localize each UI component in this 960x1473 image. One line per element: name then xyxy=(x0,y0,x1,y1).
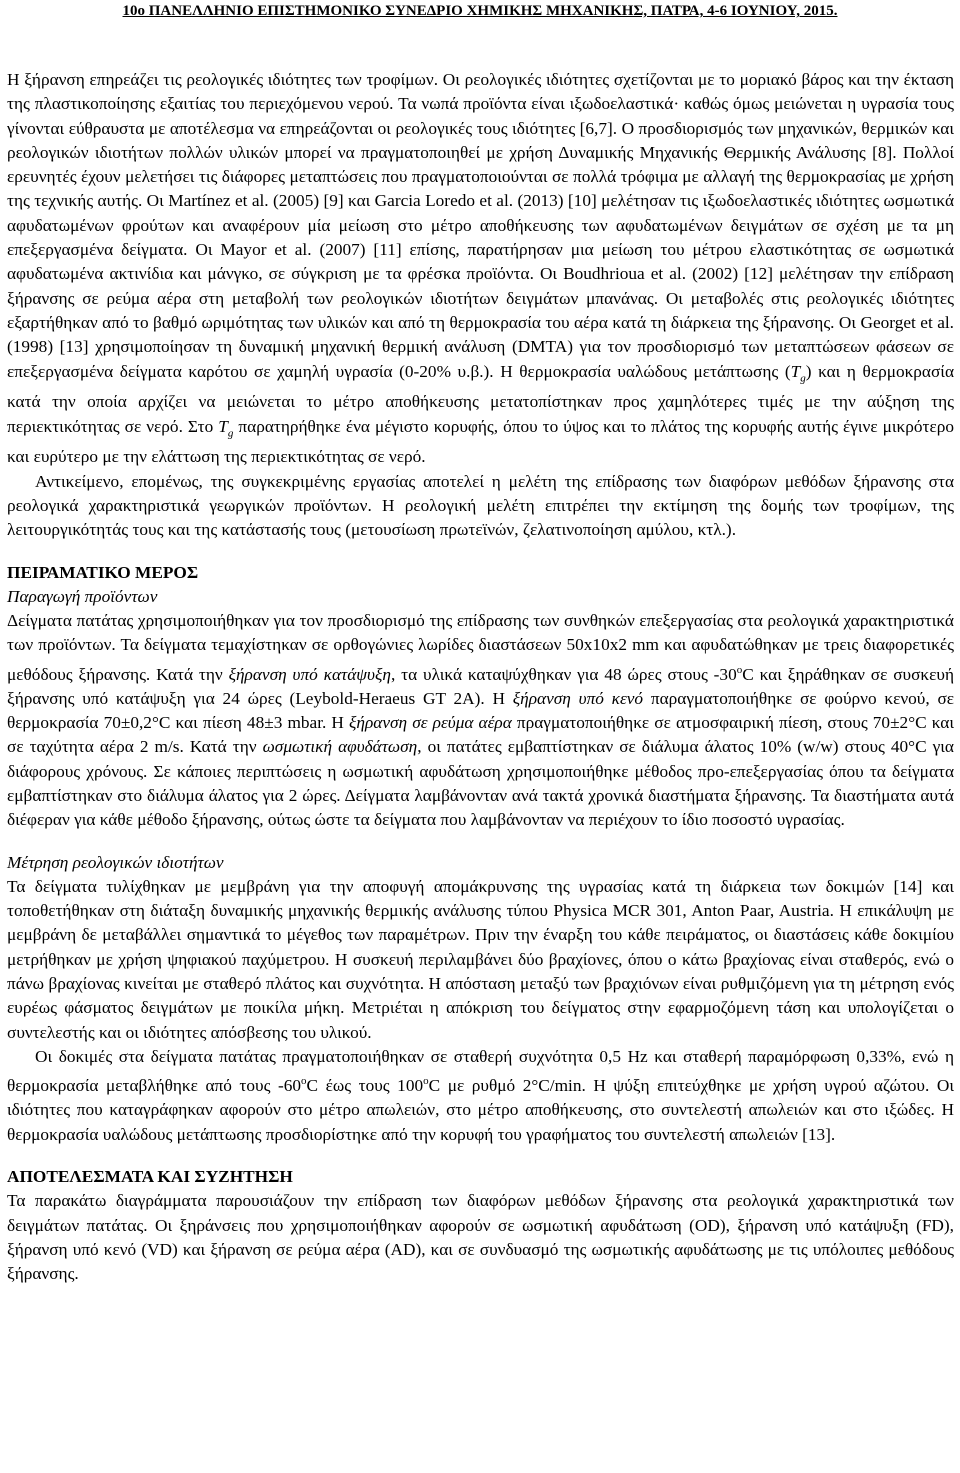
conference-header: 10ο ΠΑΝΕΛΛΗΝΙΟ ΕΠΙΣΤΗΜΟΝΙΚΟ ΣΥΝΕΔΡΙΟ ΧΗΜΙΚΗΣ ΜΗΧΑΝΙΚΗΣ, ΠΑΤΡΑ, 4-6 ΙΟΥΝΙΟΥ, 2015. xyxy=(122,3,838,19)
text-run: , τα υλικά καταψύχθηκαν για 48 ώρες στους -30 xyxy=(390,664,737,684)
text-run: , οι πατάτες εμβαπτίστηκαν σε διάλυμα άλατος 10% (w/w) στους 40°C για διάφορους χρόνους. Σε κάποιες περιπτώσεις η ωσμωτική αφυδάτωση χρησιμοποιήθηκε μέθοδος προ-επεξεργασίας όπου τα δείγματα εμβαπτίστηκαν στο διάλυμα άλατος για 2 ώρες. Δείγματα λαμβάνονταν ανά τακτά χρονικά διαστήματα ξήρανσης. Τα διαστήματα αυτά διέφεραν για κάθε μέθοδο ξήρανσης, ούτως ώστε τα δείγματα που λαμβάνονταν να περιέχουν το ίδιο ποσοστό υγρασίας. xyxy=(7,737,954,830)
italic-term: ξήρανση σε ρεύμα αέρα xyxy=(349,713,512,733)
text-run: Οι δοκιμές στα δείγματα πατάτας πραγματοποιήθηκαν σε σταθερή συχνότητα 0,5 Hz και σταθερή παραμόρφωση 0,33%, ενώ η θερμοκρασία μεταβλήθηκε από τους -60 xyxy=(7,1046,954,1096)
page-body xyxy=(7,68,954,1286)
rheology-paragraph-1: Τα δείγματα τυλίχθηκαν με μεμβράνη για την αποφυγή απομάκρυνσης της υγρασίας κατά τη διάρκεια των δοκιμών [14] και τοποθετήθηκαν στη διάταξη δυναμικής μηχανικής θερμικής ανάλυσης τύπου Physica MCR 301, Anton Paar, Austria. Η επικάλυψη με μεμβράνη δε μεταβάλλει σημαντικά το μέγεθος των παραμέτρων. Πριν την έναρξη του κάθε πειράματος, οι διαστάσεις κάθε δοκιμίου μετρήθηκαν με χρήση ψηφιακού παχύμετρου. Η συσκευή περιλαμβάνει δύο βραχίονες, όπου ο κάτω βραχίονας είναι σταθερός, ενώ ο πάνω βραχίονας κινείται με σταθερό πλάτος και συχνότητα. Η απόσταση μεταξύ των βραχιόνων είναι ρυθμιζόμενη για τη μέτρηση ενός ευρέως φάσματος δειγμάτων με ποικίλα μήκη. Μετριέται η απόκριση του δείγματος στην εφαρμοζόμενη τάση και υπολογίζεται ο συντελεστής και οι ιδιότητες απόσβεσης του υλικού. xyxy=(7,876,954,1042)
intro-paragraph-2: Αντικείμενο, επομένως, της συγκεκριμένης εργασίας αποτελεί η μελέτη της επίδρασης των διαφόρων μεθόδων ξήρανσης στα ρεολογικά χαρακτηριστικά γεωργικών προϊόντων. Η ρεολογική μελέτη επιτρέπει την εκτίμηση της δομής των τροφίμων, της λειτουργικότητάς τους και της κατάστασής τους (μετουσίωση πρωτεϊνών, ζελατινοποίηση αμύλου, κτλ.). xyxy=(7,471,954,540)
subsection-heading-production: Παραγωγή προϊόντων xyxy=(7,586,158,606)
subsection-heading-rheology: Μέτρηση ρεολογικών ιδιοτήτων xyxy=(7,852,224,872)
section-heading-results: ΑΠΟΤΕΛΕΣΜΑΤΑ ΚΑΙ ΣΥΖΗΤΗΣΗ xyxy=(7,1166,293,1186)
tg-symbol: T xyxy=(790,361,801,381)
text-run: Δείγματα πατάτας χρησιμοποιήθηκαν για τον προσδιορισμό της επίδρασης των συνθηκών επεξεργασίας στα ρεολογικά χαρακτηριστικά των προϊόντων. Τα δείγματα τεμαχίστηκαν σε ορθογώνιες λωρίδες διαστάσεων 50x10x2 mm και αφυδατώθηκαν με τρεις διαφορετικές μεθόδους ξήρανσης. Κατά την xyxy=(7,611,954,684)
rheology-paragraph-2 xyxy=(7,1045,954,1147)
degree-superscript: ο xyxy=(301,1075,307,1088)
text-run: παρατηρήθηκε ένα μέγιστο κορυφής, όπου το ύψος και το πλάτος της κορυφής αυτής έγινε μικρότερο και ευρύτερο με την ελάττωση της περιεκτικότητας σε νερό. xyxy=(7,416,954,467)
spacer xyxy=(7,833,954,851)
tg-subscript: g xyxy=(800,372,806,385)
text-run: C με ρυθμό 2°C/min. Η ψύξη επιτεύχθηκε με χρήση υγρού αζώτου. Οι ιδιότητες που καταγράφηκαν αφορούν στο μέτρο απωλειών, στο μέτρο αποθήκευσης, στο συντελεστή απωλειών και στο ιξώδες. Η θερμοκρασία υαλώδους μετάπτωσης προσδιορίστηκε από την κορυφή του γραφήματος του συντελεστή απωλειών [13]. xyxy=(7,1076,954,1144)
text-run: ) και η θερμοκρασία κατά την οποία αρχίζει να μειώνεται το μέτρο αποθήκευσης μετατοπίστηκαν προς χαμηλότερες τιμές με την αύξηση της περιεκτικότητας σε νερό. Στο xyxy=(7,361,955,436)
tg-symbol: T xyxy=(218,416,228,436)
tg-subscript: g xyxy=(227,427,234,440)
text-run: παραγματοποιήθηκε σε φούρνο κενού, σε θερμοκρασία 70±0,2°C και πίεση 48±3 mbar. Η xyxy=(7,688,955,733)
production-paragraph xyxy=(7,609,954,832)
text-run: C και ξηράθηκαν σε συσκευή ξήρανσης υπό κατάψυξη για 24 ώρες (Leybold-Heraeus GT 2A). Η xyxy=(7,664,954,708)
text-run: Η ξήρανση επηρεάζει τις ρεολογικές ιδιότητες των τροφίμων. Οι ρεολογικές ιδιότητες σχετίζονται με το μοριακό βάρος και την έκταση της πλαστικοποίησης εξαιτίας του περιεχόμενου νερού. Τα νωπά προϊόντα είναι ιξωδοελαστικά· καθώς όμως μειώνεται η υγρασία τους γίνονται εύθραυστα με αποτέλεσμα να επηρεάζονται οι ρεολογικές τους ιδιότητες [6,7]. Ο προσδιορισμός των μηχανικών, θερμικών και ρεολογικών ιδιοτήτων πολλών υλικών μπορεί να πραγματοποιηθεί με χρήση Δυναμικής Μηχανικής Θερμικής Ανάλυσης [8]. Πολλοί ερευνητές έχουν μελετήσει τις διάφορες μεταπτώσεις που πραγματοποιούνται σε πολλά τρόφιμα με αλλαγή της θερμοκρασίας με χρήση της τεχνικής αυτής. Οι Martínez et al. (2005) [9] και Garcia Loredo et al. (2013) [10] μελέτησαν τις ιξωδοελαστικές ιδιότητες ωσμωτικά αφυδατωμένων φρούτων και αναφέρουν μία μείωση στο μέτρο αποθήκευσης των αφυδατωμένων δειγμάτων σε σχέση με τα μη επεξεργασμένα δείγματα. Οι Mayor et al. (2007) [11] επίσης, παρατήρησαν μια μείωση του μέτρου ελαστικότητας σε ωσμωτικά αφυδατωμένα ακτινίδια και μάνγκο, σε σύγκριση με τα φρέσκα προϊόντα. Οι Boudhrioua et al. (2002) [12] μελέτησαν την επίδραση ξήρανσης σε ρεύμα αέρα στη μεταβολή των ρεολογικών ιδιοτήτων δειγμάτων μπανάνας. Οι μεταβολές στις ρεολογικές ιδιότητες εξαρτήθηκαν από το βαθμό ωριμότητας των υλικών και από τη θερμοκρασία του αέρα κατά τη διάρκεια της ξήρανσης. Οι Georget et al. (1998) [13] χρησιμοποίησαν τη δυναμική μηχανική θερμική ανάλυση (DMTA) για τον προσδιορισμό των μεταπτώσεων φάσεων σε επεξεργασμένα δείγματα καρότου σε χαμηλή υγρασία (0-20% υ.β.). Η θερμοκρασία υαλώδους μετάπτωσης ( xyxy=(7,70,954,381)
intro-paragraph-1 xyxy=(7,68,954,470)
italic-term: ξήρανση υπό κενό xyxy=(512,688,644,708)
text-run: C έως τους 100 xyxy=(306,1076,424,1096)
italic-term: ξήρανση υπό κατάψυξη xyxy=(228,664,391,684)
degree-superscript: ο xyxy=(736,663,743,676)
results-paragraph-1: Τα παρακάτω διαγράμματα παρουσιάζουν την επίδραση των διαφόρων μεθόδων ξήρανσης στα ρεολογικά χαρακτηριστικά των δειγμάτων πατάτας. Οι ξηράνσεις που χρησιμοποιήθηκαν αφορούν σε ωσμωτική αφυδάτωση (OD), ξήρανση υπό κατάψυξη (FD), ξήρανση υπό κενό (VD) και ξήρανση σε ρεύμα αέρα (AD), και σε συνδυασμό της ωσμωτικής αφυδάτωσης με τις υπόλοιπες μεθόδους ξήρανσης. xyxy=(7,1191,954,1284)
degree-superscript: ο xyxy=(423,1075,429,1088)
text-run: πραγματοποιήθηκε σε ατμοσφαιρική πίεση, στους 70±2°C και σε ταχύτητα αέρα 2 m/s. Κατά την xyxy=(7,713,954,757)
section-heading-experimental: ΠΕΙΡΑΜΑΤΙΚΟ ΜΕΡΟΣ xyxy=(7,562,199,582)
italic-term: ωσμωτική αφυδάτωση xyxy=(262,737,418,757)
